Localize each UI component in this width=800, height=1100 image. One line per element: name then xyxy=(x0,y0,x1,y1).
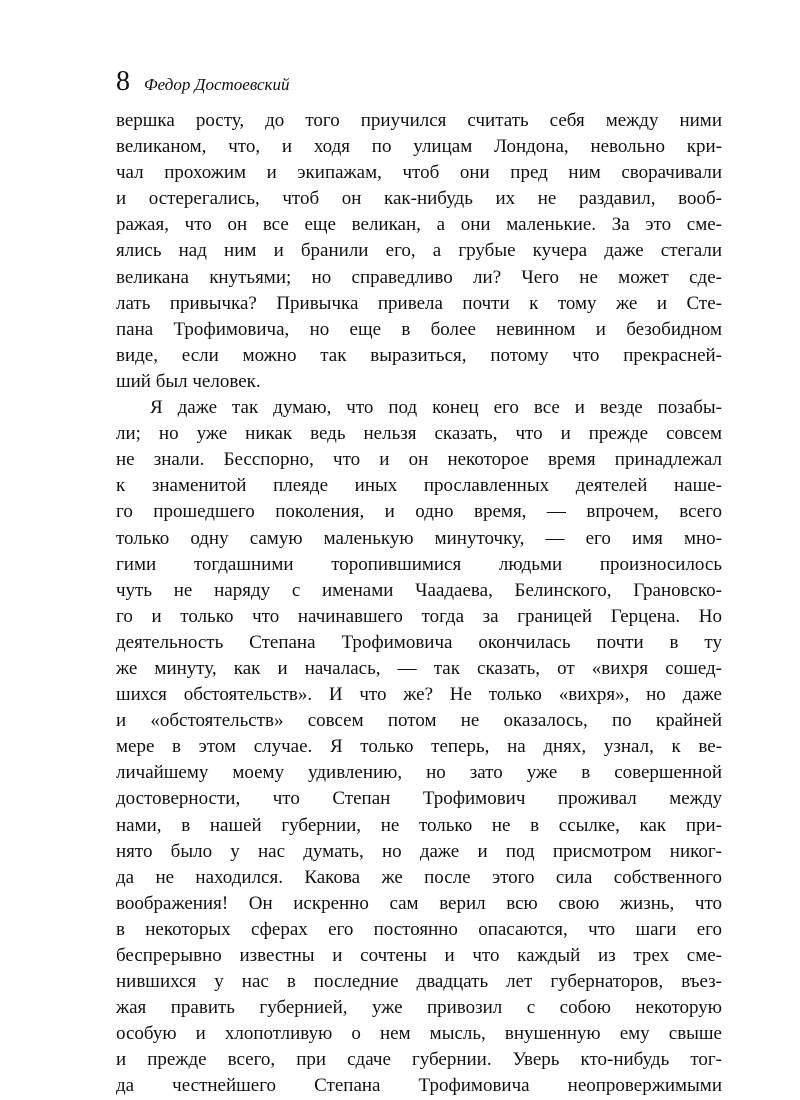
text-line: чуть не наряду с именами Чаадаева, Белинского, Грановско- xyxy=(116,579,722,601)
text-line: великаном, что, и ходя по улицам Лондона, невольно кри- xyxy=(116,136,722,158)
text-line: гими тогдашними торопившимися людьми произносилось xyxy=(116,553,722,575)
text-line: достоверности, что Степан Трофимович проживал между xyxy=(116,788,722,810)
text-line: и «обстоятельств» совсем потом не оказалось, по крайней xyxy=(116,710,722,732)
text-line: шихся обстоятельств». И что же? Не только «вихря», но даже xyxy=(116,684,722,706)
page-number: 8 xyxy=(116,66,130,97)
text-line: и прежде всего, при сдаче губернии. Уверь кто-нибудь тог- xyxy=(116,1049,722,1071)
text-line: нято было у нас думать, но даже и под присмотром никог- xyxy=(116,840,722,862)
text-line: го и только что начинавшего тогда за границей Герцена. Но xyxy=(116,605,722,627)
text-line: беспрерывно известны и сочтены и что каждый из трех сме- xyxy=(116,945,722,966)
text-line: особую и хлопотливую о нем мысль, внушенную ему свыше xyxy=(116,1023,722,1045)
text-line: го прошедшего поколения, и одно время, — впрочем, всего xyxy=(116,501,722,523)
text-line: и остерегались, чтоб он как-нибудь их не раздавил, вооб- xyxy=(116,188,722,210)
text-line: вершка росту, до того приучился считать себя между ними xyxy=(116,110,722,131)
paragraph-end-line: ший был человек. xyxy=(116,370,261,392)
page-header xyxy=(116,66,289,101)
text-line: нами, в нашей губернии, не только не в ссылке, как при- xyxy=(116,814,722,836)
text-line: не знали. Бесспорно, что и он некоторое время принадлежал xyxy=(116,449,722,471)
body-text xyxy=(116,108,722,1100)
text-line: личайшему моему удивлению, но зато уже в совершенной xyxy=(116,762,722,784)
text-line: да честнейшего Степана Трофимовича неопровержимыми xyxy=(116,1075,722,1097)
text-line: виде, если можно так выразиться, потому что прекрасней- xyxy=(116,344,722,366)
text-line: мере в этом случае. Я только теперь, на днях, узнал, к ве- xyxy=(116,736,722,758)
text-line: ялись над ним и бранили его, а грубые кучера даже стегали xyxy=(116,240,722,262)
text-line: лать привычка? Привычка привела почти к тому же и Сте- xyxy=(116,292,722,314)
text-line: ли; но уже никак ведь нельзя сказать, что и прежде совсем xyxy=(116,423,722,445)
text-line: да не находился. Какова же после этого сила собственного xyxy=(116,866,722,888)
text-line: пана Трофимовича, но еще в более невинном и безобидном xyxy=(116,318,722,340)
paragraph-start-line: Я даже так думаю, что под конец его все и везде позабы- xyxy=(150,397,722,419)
text-line: деятельность Степана Трофимовича окончилась почти в ту xyxy=(116,631,722,653)
text-line: нившихся у нас в последние двадцать лет губернаторов, въез- xyxy=(116,971,722,993)
text-line: великана кнутьями; но справедливо ли? Чего не может сде- xyxy=(116,266,722,288)
text-line: к знаменитой плеяде иных прославленных деятелей наше- xyxy=(116,475,722,497)
text-line: воображения! Он искренно сам верил всю свою жизнь, что xyxy=(116,892,722,914)
text-line: в некоторых сферах его постоянно опасаются, что шаги его xyxy=(116,918,722,940)
text-line: только одну самую маленькую минуточку, — его имя мно- xyxy=(116,527,722,549)
text-line: же минуту, как и началась, — так сказать, от «вихря сошед- xyxy=(116,657,722,679)
text-line: жая править губернией, уже привозил с собою некоторую xyxy=(116,997,722,1019)
running-head-author: Федор Достоевский xyxy=(144,75,290,94)
text-line: ражая, что он все еще великан, а они маленькие. За это сме- xyxy=(116,214,722,236)
text-line: чал прохожим и экипажам, чтоб они пред ним сворачивали xyxy=(116,162,722,184)
